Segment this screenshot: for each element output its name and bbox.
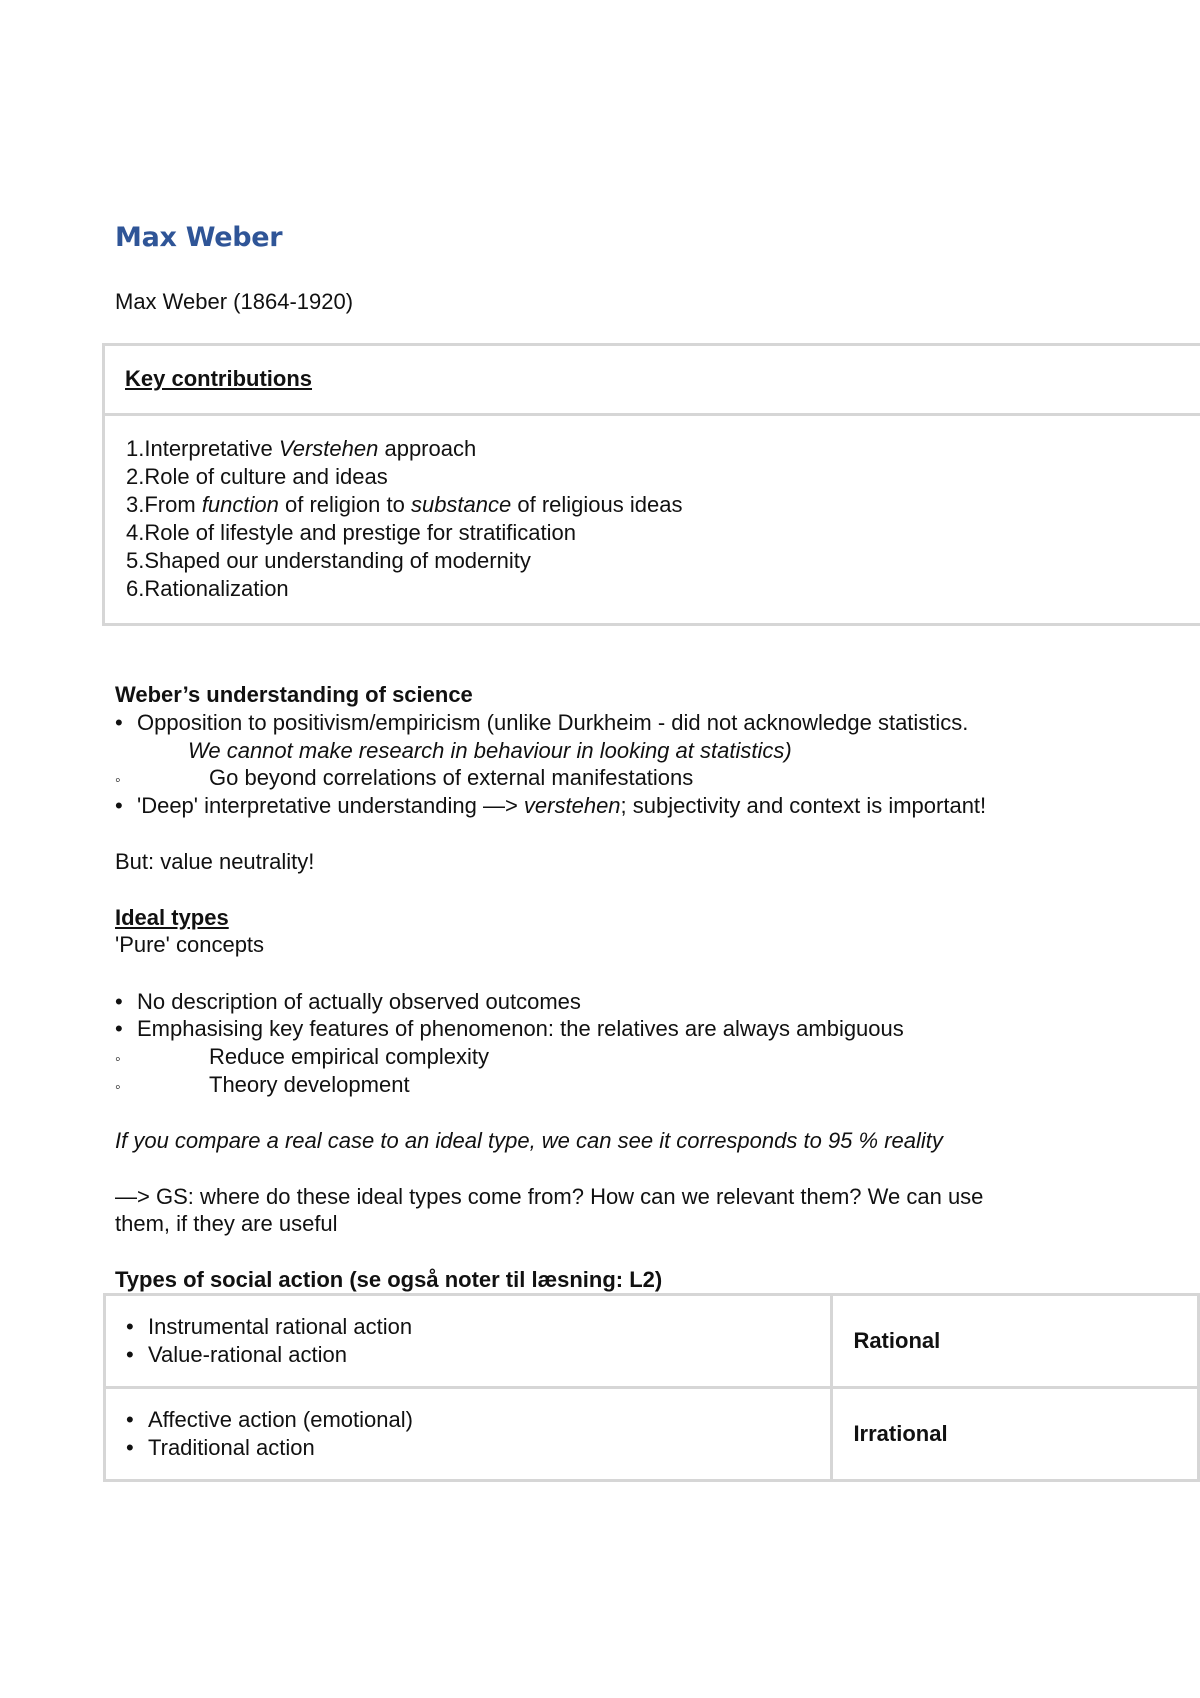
page-title: Max Weber [115,222,283,253]
bullet-item: • Opposition to positivism/empiricism (unlike Durkheim - did not acknowledge statistics. [115,710,969,735]
list-item: 5.Shaped our understanding of modernity [126,548,531,573]
italic-note: If you compare a real case to an ideal type, we can see it corresponds to 95 % reality [115,1128,943,1153]
list-item: • Instrumental rational action [126,1314,413,1339]
ideal-types-heading: Ideal types [115,905,229,930]
table-cell-label: Rational [832,1295,1199,1388]
bullet-item: • Emphasising key features of phenomenon: the relatives are always ambiguous [115,1016,904,1041]
table-row [105,1295,1199,1388]
key-contributions-list [105,416,1200,603]
bullet-icon: • [115,793,123,818]
bullet-icon: • [126,1342,134,1367]
key-contributions-box [102,343,1200,626]
table-cell-label: Irrational [832,1388,1199,1481]
bullet-icon: • [115,1016,123,1041]
bullet-item: • 'Deep' interpretative understanding —> verstehen; subjectivity and context is important! [115,793,987,818]
list-item: • Affective action (emotional) [126,1407,413,1432]
circle-bullet-icon: ◦ [115,772,121,789]
gs-note-line2: them, if they are useful [115,1211,338,1236]
sub-bullet-item: ◦ Reduce empirical complexity [115,1043,489,1074]
list-item: 1.Interpretative Verstehen approach [126,436,477,461]
list-item: 2.Role of culture and ideas [126,464,388,489]
subtitle: Max Weber (1864-1920) [115,289,354,314]
social-action-table [103,1293,1200,1482]
list-item: 6.Rationalization [126,576,289,601]
bullet-continuation: We cannot make research in behaviour in looking at statistics) [188,738,792,763]
list-item: • Value-rational action [126,1342,347,1367]
bullet-icon: • [115,710,123,735]
list-item: • Traditional action [126,1435,315,1460]
bullet-icon: • [126,1435,134,1460]
key-contributions-heading: Key contributions [125,366,313,391]
social-action-heading: Types of social action (se også noter til læsning: L2) [115,1267,663,1292]
bullet-icon: • [126,1314,134,1339]
table-cell [105,1388,832,1481]
science-heading: Weber’s understanding of science [115,682,473,707]
key-contributions-header [105,346,1200,416]
table-cell [105,1295,832,1388]
sub-bullet-item: ◦ Theory development [115,1071,410,1102]
list-item: 4.Role of lifestyle and prestige for stratification [126,520,577,545]
table-row [105,1388,1199,1481]
list-item: 3.From function of religion to substance of religious ideas [126,492,683,517]
circle-bullet-icon: ◦ [115,1051,121,1068]
bullet-item: • No description of actually observed outcomes [115,989,581,1014]
sub-bullet-item: ◦ Go beyond correlations of external manifestations [115,764,693,795]
circle-bullet-icon: ◦ [115,1079,121,1096]
bullet-icon: • [115,989,123,1014]
value-neutrality: But: value neutrality! [115,849,315,874]
gs-note-line1: —> GS: where do these ideal types come from? How can we relevant them? We can use [115,1184,984,1209]
bullet-icon: • [126,1407,134,1432]
pure-concepts: 'Pure' concepts [115,932,265,957]
